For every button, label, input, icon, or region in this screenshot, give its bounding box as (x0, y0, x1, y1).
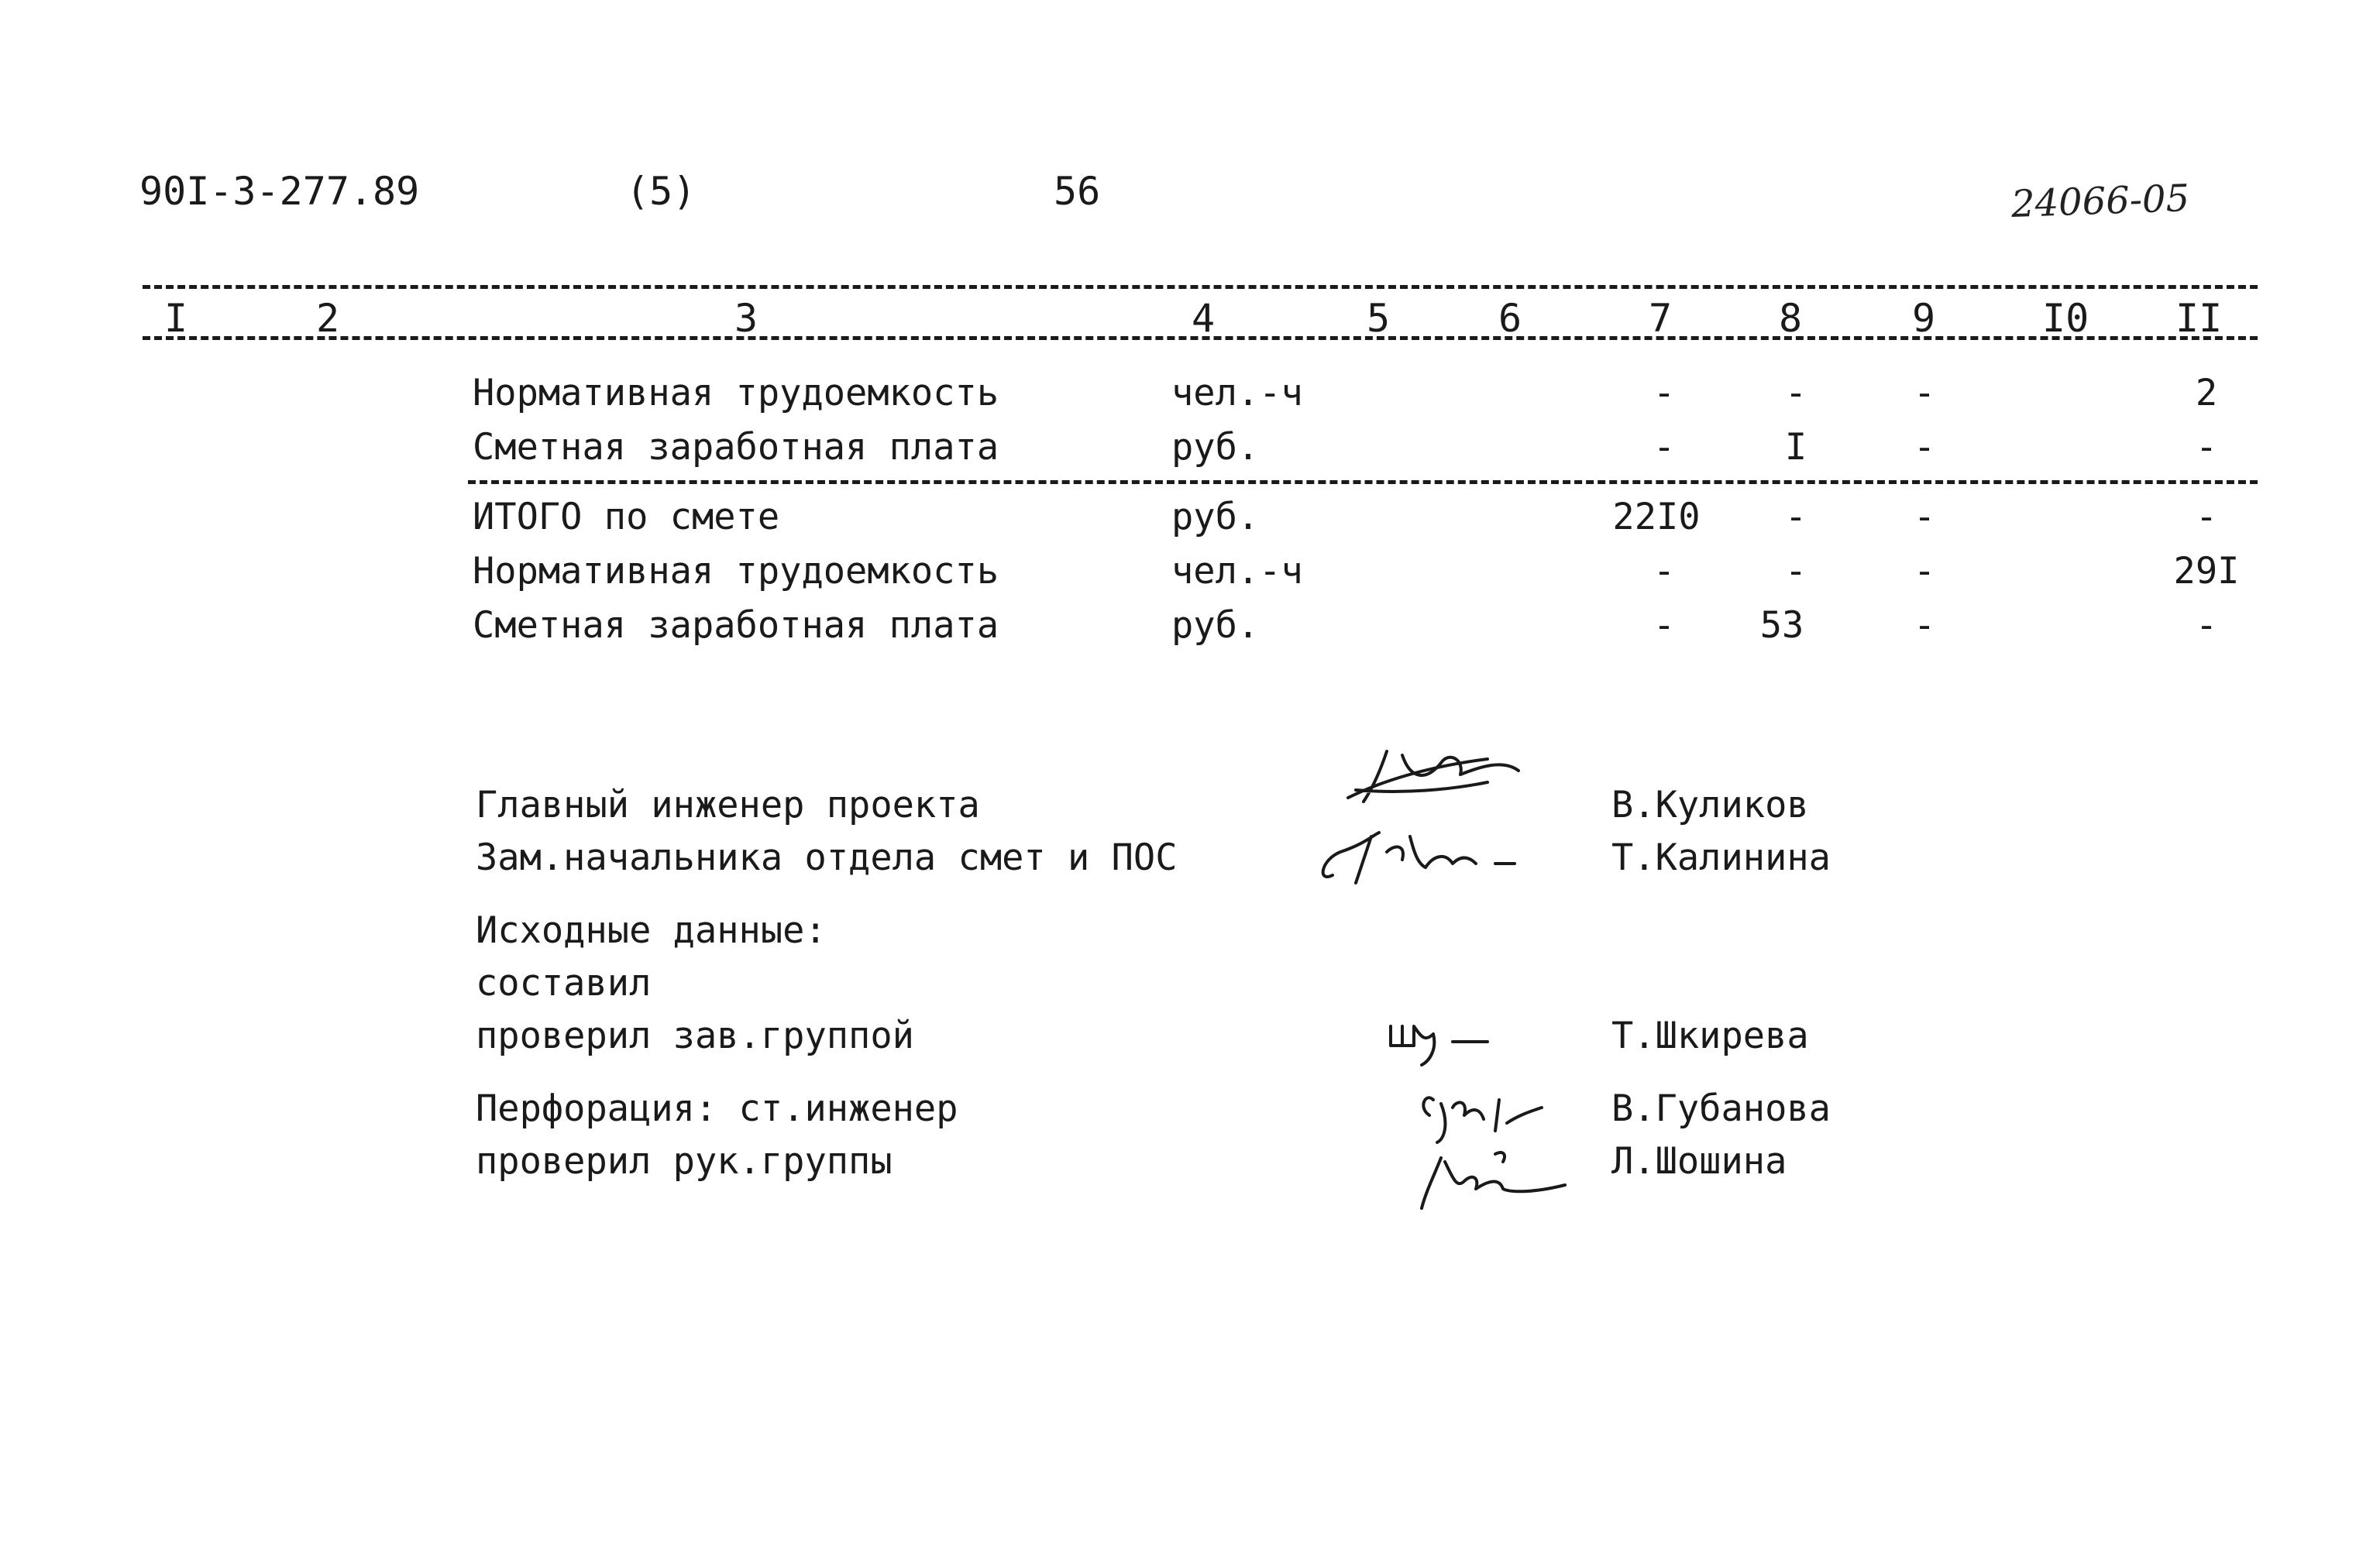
row-4-name: Нормативная трудоемкость (473, 550, 999, 593)
row-4-col9: - (1913, 550, 1936, 593)
compiled-by-label: составил (476, 962, 652, 1005)
row-4-col11: 29I (2173, 550, 2240, 593)
signatory-name-shoshina: Л.Шошина (1611, 1140, 1787, 1183)
signatory-role-deputy-head: Зам.начальника отдела смет и ПОС (476, 836, 1178, 879)
row-3-col7: 22I0 (1612, 496, 1701, 538)
part-number: (5) (626, 169, 696, 214)
handwritten-doc-number: 24066-05 (2010, 177, 2190, 226)
row-4-unit: чел.-ч (1171, 550, 1303, 593)
page-number: 56 (1054, 169, 1101, 214)
row-2-name: Сметная заработная плата (473, 426, 999, 469)
row-3-name: ИТОГО по смете (473, 496, 780, 538)
column-number-8: 8 (1779, 296, 1803, 341)
column-number-6: 6 (1498, 296, 1522, 341)
dashed-rule-total (468, 480, 2258, 484)
row-2-col9: - (1913, 426, 1936, 469)
column-number-7: 7 (1649, 296, 1673, 341)
row-3-col9: - (1913, 496, 1936, 538)
row-5-col7: - (1653, 604, 1676, 647)
row-1-unit: чел.-ч (1171, 372, 1303, 414)
row-2-col7: - (1653, 426, 1676, 469)
row-2-unit: руб. (1171, 426, 1260, 469)
signatory-name-shkireva: Т.Шкирева (1611, 1015, 1809, 1057)
row-5-unit: руб. (1171, 604, 1260, 647)
row-3-col11: - (2195, 496, 2218, 538)
row-5-col9: - (1913, 604, 1936, 647)
row-1-name: Нормативная трудоемкость (473, 372, 999, 414)
column-number-4: 4 (1192, 296, 1216, 341)
signatory-role-chief-engineer: Главный инженер проекта (476, 784, 980, 826)
row-3-unit: руб. (1171, 496, 1260, 538)
row-1-col8: - (1784, 372, 1807, 414)
signature-gubanova-shoshina (1410, 1077, 1580, 1216)
column-number-9: 9 (1912, 296, 1936, 341)
column-number-3: 3 (734, 296, 758, 341)
signatory-role-group-leader: проверил рук.группы (476, 1140, 892, 1183)
row-2-col8: I (1784, 426, 1807, 469)
row-4-col7: - (1653, 550, 1676, 593)
row-5-col11: - (2195, 604, 2218, 647)
row-5-name: Сметная заработная плата (473, 604, 999, 647)
column-number-2: 2 (316, 296, 340, 341)
row-3-col8: - (1784, 496, 1807, 538)
row-1-col7: - (1653, 372, 1676, 414)
row-2-col11: - (2195, 426, 2218, 469)
row-1-col11: 2 (2195, 372, 2218, 414)
column-number-1: I (164, 296, 188, 341)
signature-kulikov (1333, 736, 1534, 813)
row-1-col9: - (1913, 372, 1936, 414)
column-number-10: I0 (2042, 296, 2089, 341)
source-data-label: Исходные данные: (476, 909, 827, 952)
row-4-col8: - (1784, 550, 1807, 593)
signatory-role-perforation: Перфорация: ст.инженер (476, 1087, 958, 1130)
column-number-5: 5 (1367, 296, 1391, 341)
signatory-name-gubanova: В.Губанова (1611, 1087, 1831, 1130)
dashed-rule-top (143, 285, 2258, 289)
row-5-col8: 53 (1759, 604, 1804, 647)
signatory-name-kulikov: В.Куликов (1611, 784, 1809, 826)
signature-kalinina (1309, 821, 1526, 891)
signatory-name-kalinina: Т.Калинина (1611, 836, 1831, 879)
signatory-role-group-head: проверил зав.группой (476, 1015, 914, 1057)
series-code: 90I-3-277.89 (139, 169, 420, 214)
signature-shkireva (1379, 1007, 1503, 1069)
column-number-11: II (2175, 296, 2223, 341)
dashed-rule-header-bottom (143, 336, 2258, 340)
